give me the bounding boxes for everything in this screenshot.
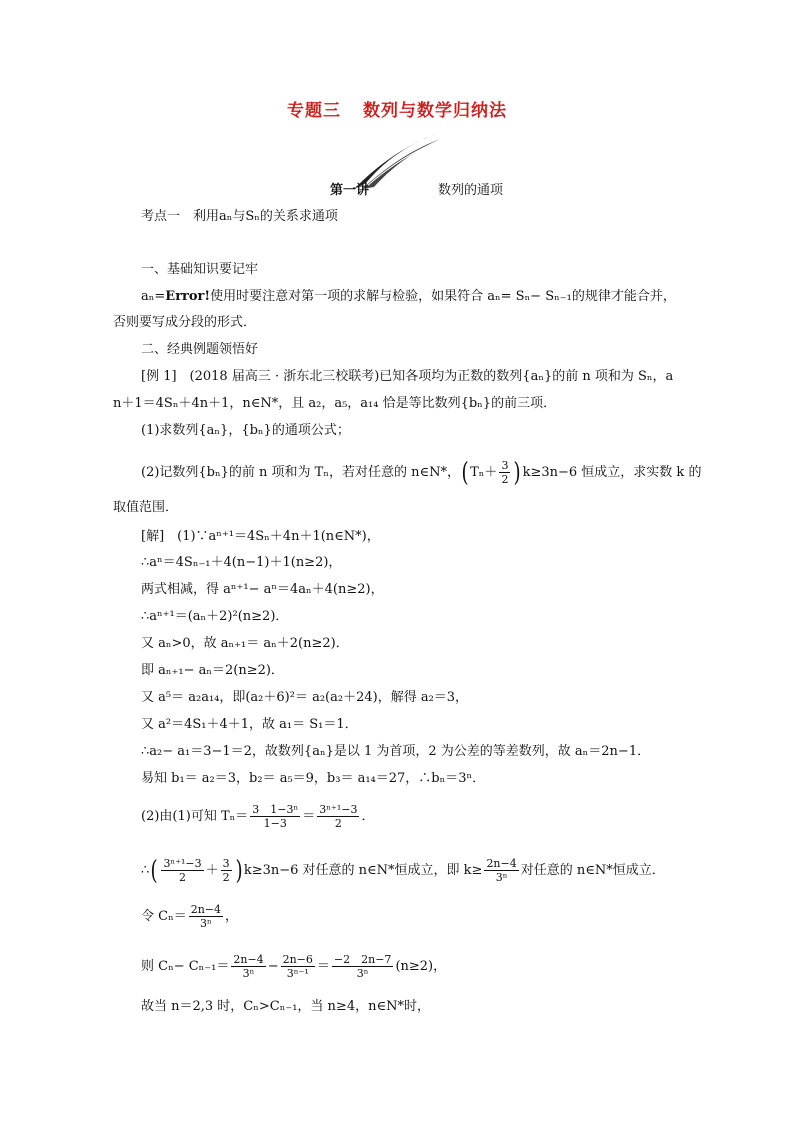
- subsection-heading: 二、经典例题领悟好: [141, 342, 259, 357]
- section-heading: 考点一 利用aₙ与Sₙ的关系求通项: [141, 209, 338, 224]
- fraction: $\frac{2n-4}{\text{3ⁿ}}$: [233, 953, 264, 980]
- text-span: (2)由(1)可知 Tₙ＝: [141, 809, 249, 824]
- text-span: ．: [361, 809, 375, 824]
- fraction: $\frac{\text{3ⁿ⁺¹−3}}{2}$: [319, 803, 358, 830]
- fraction: $\frac{\text{3 1−3ⁿ}}{1-3}$: [252, 803, 299, 830]
- text-span: (n≥2)，: [395, 959, 447, 974]
- solution-line: 两式相减，得 aⁿ⁺¹− aⁿ＝4aₙ＋4(n≥2)，: [141, 582, 384, 597]
- paragraph-line: (2)记数列{bₙ}的前 n 项和为 Tₙ，若对任意的 n∈N*，( Tₙ＋ $\frac{3}{2}$ ) k≥3n−6 恒成立，求实数 k 的: [141, 457, 702, 488]
- text-span: 对任意的 n∈N*恒成立．: [520, 863, 665, 878]
- fraction: $\frac{\text{3ⁿ⁺¹−3}}{2}$: [163, 857, 202, 884]
- solution-line: ∴aⁿ⁺¹＝(aₙ＋2)²(n≥2)．: [141, 609, 289, 624]
- error-text: Error!: [165, 289, 211, 304]
- solution-line: [141, 953, 446, 981]
- topic-title: 数列与数学归纳法: [363, 101, 507, 121]
- paragraph-line: n＋1＝4Sₙ＋4n＋1，n∈N*，且 a₂，a₅，a₁₄ 恰是等比数列{bₙ}的前三项．: [113, 396, 557, 411]
- text-span: −: [267, 959, 279, 974]
- text-span: Tₙ＋: [470, 465, 498, 480]
- fraction: $\frac{2n-6}{\text{3ⁿ⁻¹}}$: [282, 953, 313, 980]
- solution-line: 又 aₙ>0，故 aₙ₊₁＝ aₙ＋2(n≥2)．: [141, 636, 349, 651]
- text-span: k≥3n−6 对任意的 n∈N*恒成立，即 k≥: [243, 863, 483, 878]
- text-span: ＋: [205, 863, 219, 878]
- solution-line: 又 a⁵＝ a₂a₁₄，即(a₂＋6)²＝ a₂(a₂＋24)，解得 a₂＝3，: [141, 690, 469, 705]
- solution-line: [141, 803, 374, 831]
- fraction: $\frac{3}{2}$: [222, 857, 230, 884]
- text-span: ∴: [141, 863, 150, 878]
- solution-line: [141, 903, 238, 931]
- paragraph-line: 否则要写成分段的形式．: [113, 315, 257, 330]
- text-span: (2)记数列{bₙ}的前 n 项和为 Tₙ，若对任意的 n∈N*，: [141, 465, 460, 480]
- text-span: ＝: [316, 959, 330, 974]
- paragraph-line: [141, 288, 676, 306]
- solution-line: ∴aⁿ＝4Sₙ₋₁＋4(n−1)＋1(n≥2)，: [141, 555, 342, 570]
- lecture-name: 数列的通项: [438, 183, 504, 198]
- fraction: $\frac{3}{2}$: [501, 459, 509, 486]
- fraction: $\frac{2n-4}{\text{3ⁿ}}$: [190, 903, 222, 930]
- solution-line: ∴( $\frac{\text{3ⁿ⁺¹−3}}{2}$ ＋ $\frac{3}{2}$ ) k≥3n−6 对任意的 n∈N*恒成立，即 k≥ $\frac{2n-4}{\text{3ⁿ}}$ 对任意的 n∈N*恒成立．: [141, 855, 665, 886]
- lecture-number: 第一讲: [330, 183, 370, 198]
- topic-label: 专题三: [287, 101, 341, 121]
- text-span: 令 Cₙ＝: [141, 909, 187, 924]
- chapter-title: [0, 96, 794, 121]
- solution-line: 又 a²＝4S₁＋4＋1，故 a₁＝ S₁＝1．: [141, 717, 358, 732]
- solution-line: 即 aₙ₊₁− aₙ＝2(n≥2)．: [141, 663, 284, 678]
- solution-line: ∴a₂− a₁＝3−1＝2，故数列{aₙ}是以 1 为首项，2 为公差的等差数列，故 aₙ＝2n−1．: [141, 744, 651, 759]
- text-span: 使用时要注意对第一项的求解与检验，如果符合 aₙ= Sₙ− Sₙ₋₁的规律才能合并，: [210, 289, 676, 304]
- paragraph-line: [例 1] (2018 届高三 · 浙东北三校联考)已知各项均为正数的数列{aₙ}的前 n 项和为 Sₙ，a: [141, 369, 674, 384]
- paragraph-line: (1)求数列{aₙ}，{bₙ}的通项公式；: [141, 423, 350, 438]
- fraction: $\frac{-2 2n-7}{\text{3ⁿ}}$: [333, 953, 392, 980]
- solution-line: 易知 b₁＝ a₂＝3，b₂＝ a₅＝9，b₃＝ a₁₄＝27，∴bₙ＝3ⁿ．: [141, 771, 486, 786]
- solution-line: [解] (1)∵aⁿ⁺¹＝4Sₙ＋4n＋1(n∈N*)，: [141, 529, 380, 544]
- text-span: 则 Cₙ− Cₙ₋₁＝: [141, 959, 230, 974]
- subsection-heading: 一、基础知识要记牢: [141, 262, 259, 277]
- fraction: $\frac{2n-4}{\text{3ⁿ}}$: [486, 857, 517, 884]
- solution-line: 故当 n＝2,3 时，Cₙ>Cₙ₋₁，当 n≥4，n∈N*时，: [141, 999, 430, 1014]
- text-span: ，: [225, 909, 239, 924]
- text-span: aₙ=: [141, 289, 166, 304]
- text-span: k≥3n−6 恒成立，求实数 k 的: [522, 465, 702, 480]
- text-span: ＝: [302, 809, 316, 824]
- paragraph-line: 取值范围．: [113, 500, 179, 515]
